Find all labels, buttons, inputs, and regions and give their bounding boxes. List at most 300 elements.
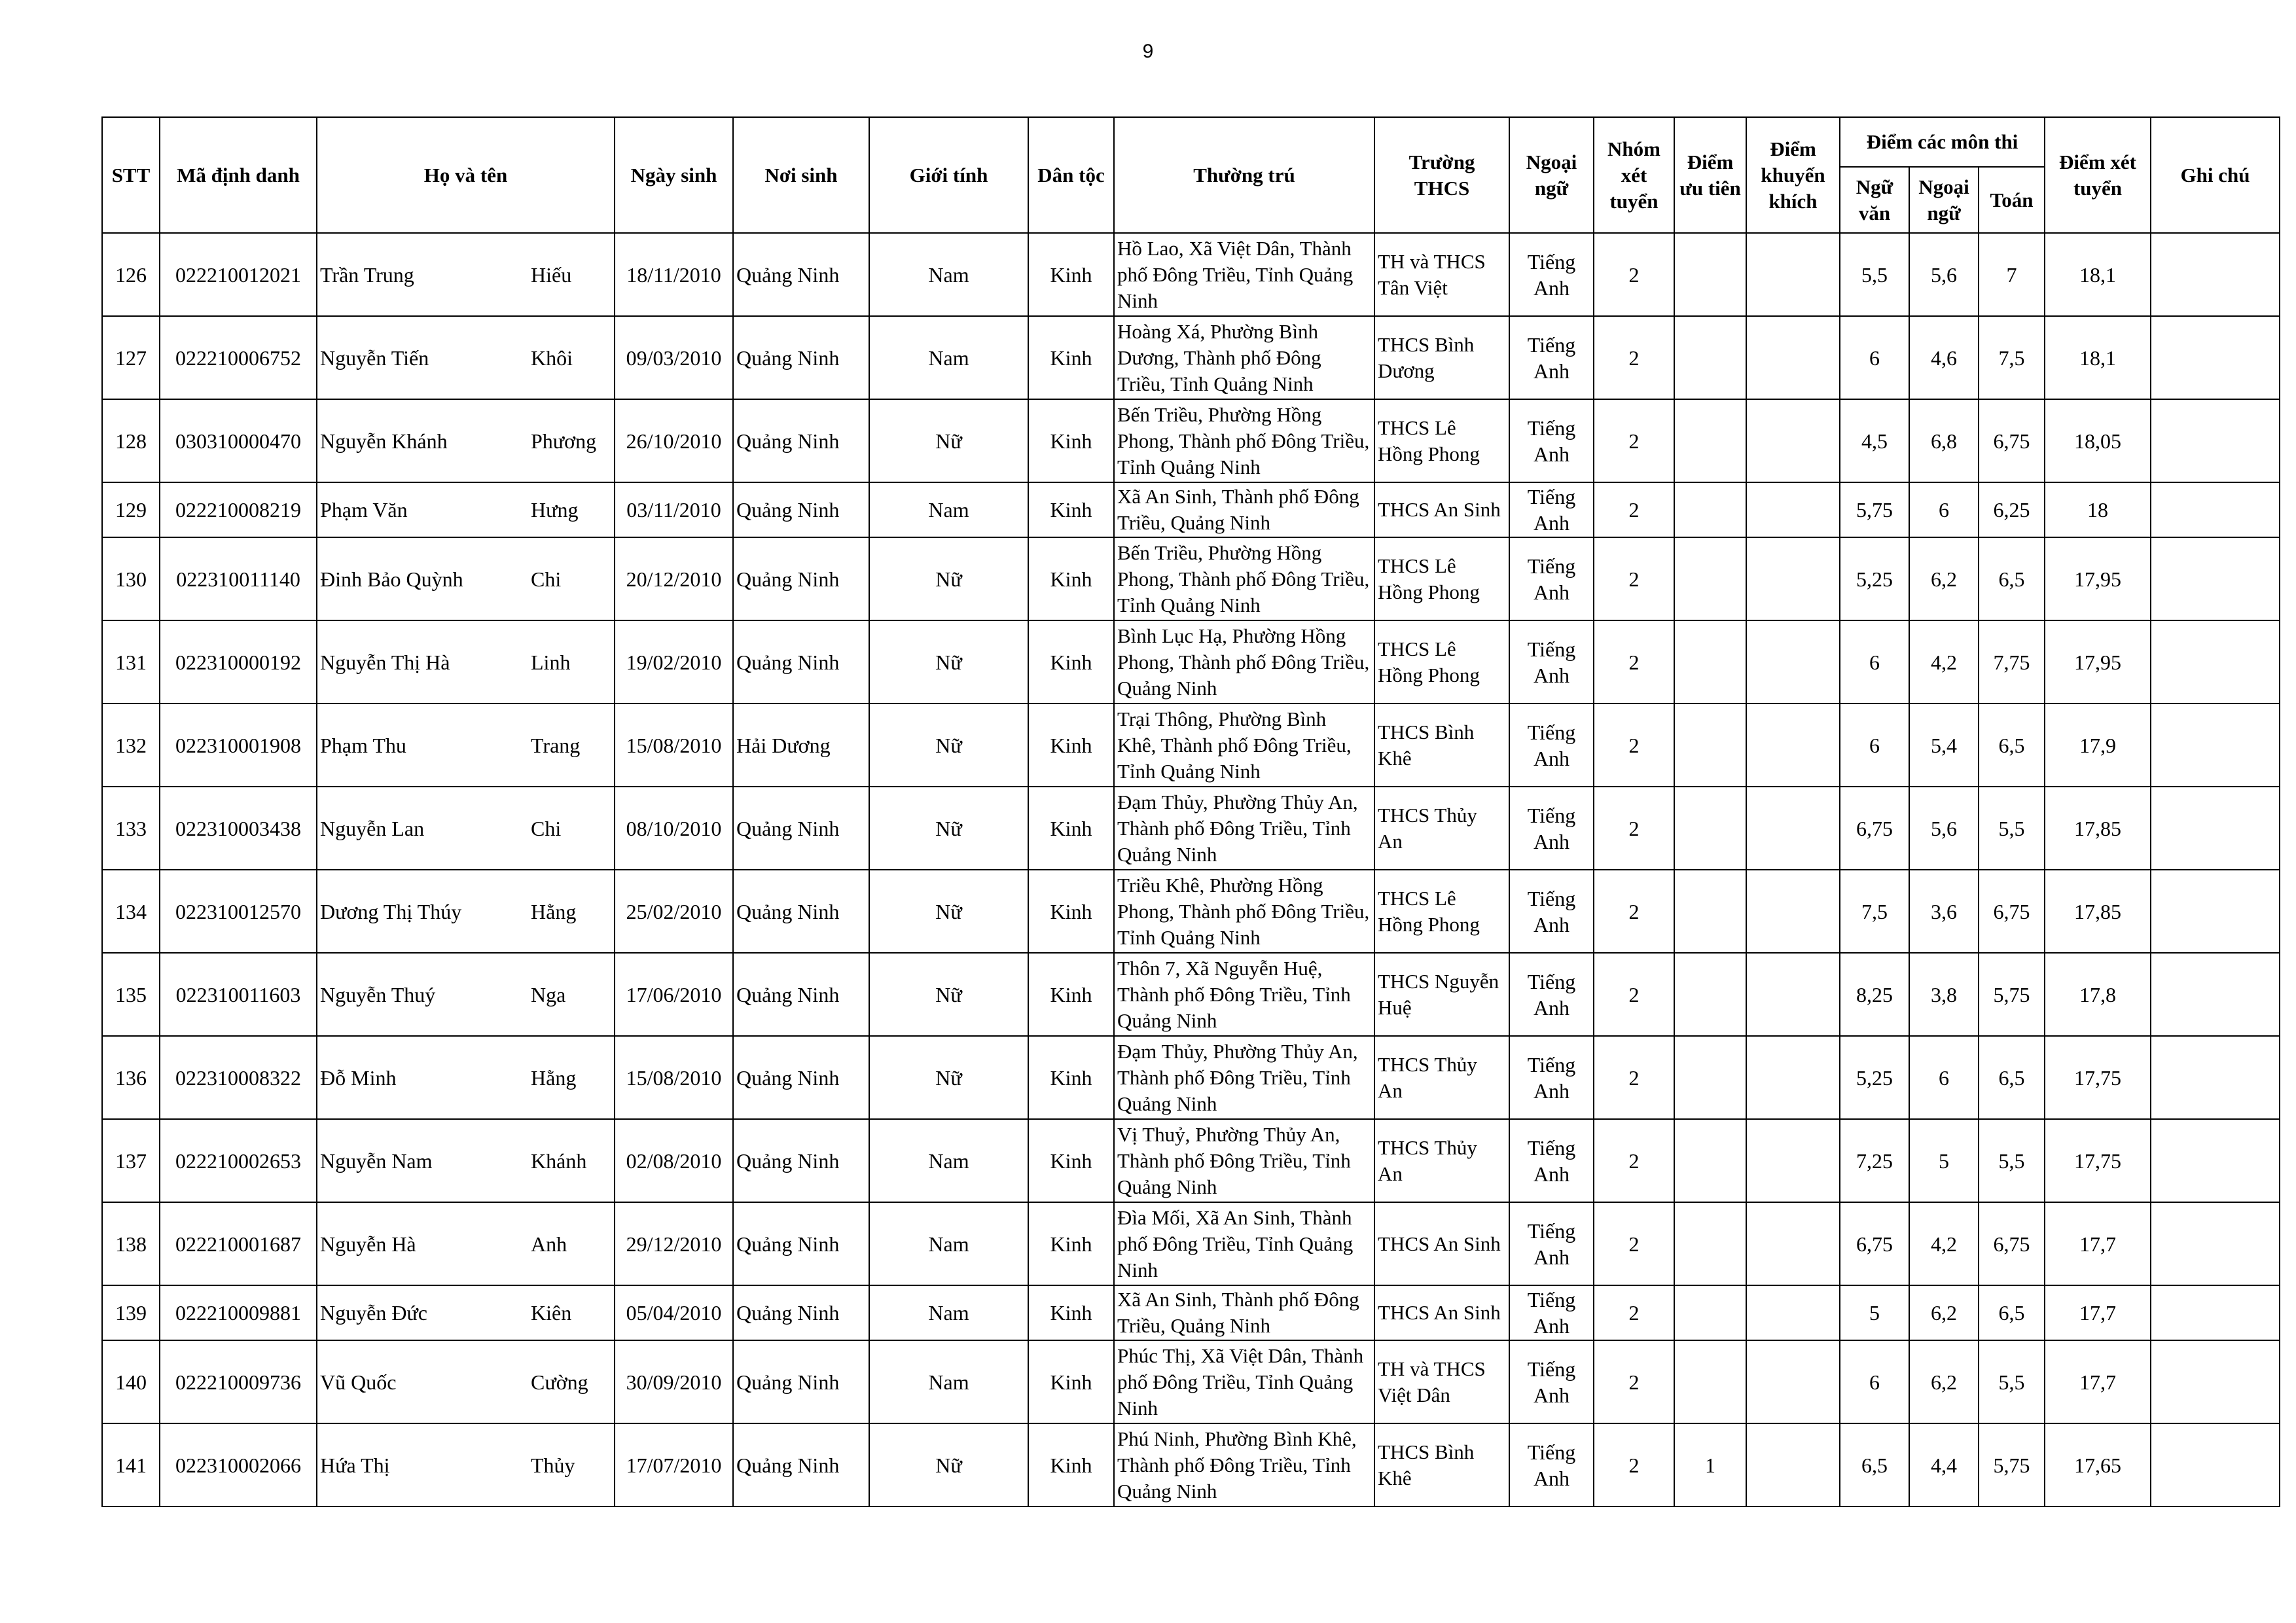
total-score-cell: 17,7 (2045, 1202, 2151, 1285)
birthplace-cell: Hải Dương (733, 704, 869, 787)
bonus-cell (1746, 399, 1840, 482)
language-cell: Tiếng Anh (1509, 620, 1594, 704)
id-cell: 022210002653 (160, 1119, 317, 1202)
header-address: Thường trú (1114, 117, 1374, 233)
language-cell: Tiếng Anh (1509, 1285, 1594, 1340)
surname-cell: Nguyễn Tiến (317, 316, 529, 399)
given-name-cell: Anh (529, 1202, 615, 1285)
header-birthplace: Nơi sinh (733, 117, 869, 233)
birthplace-cell: Quảng Ninh (733, 1340, 869, 1423)
bonus-cell (1746, 1423, 1840, 1507)
birthplace-cell: Quảng Ninh (733, 399, 869, 482)
given-name-cell: Linh (529, 620, 615, 704)
total-score-cell: 18,1 (2045, 316, 2151, 399)
priority-cell (1674, 233, 1746, 316)
birthplace-cell: Quảng Ninh (733, 1036, 869, 1119)
id-cell: 022310012570 (160, 870, 317, 953)
stt-cell: 130 (102, 537, 160, 620)
header-bonus: Điểm khuyến khích (1746, 117, 1840, 233)
language-cell: Tiếng Anh (1509, 870, 1594, 953)
address-cell: Phúc Thị, Xã Việt Dân, Thành phố Đông Triều, Tỉnh Quảng Ninh (1114, 1340, 1374, 1423)
foreign-language-score-cell: 4,2 (1909, 620, 1979, 704)
address-cell: Phú Ninh, Phường Bình Khê, Thành phố Đông Triều, Tỉnh Quảng Ninh (1114, 1423, 1374, 1507)
birthplace-cell: Quảng Ninh (733, 787, 869, 870)
table-row (102, 953, 2280, 1036)
math-score-cell: 7 (1979, 233, 2045, 316)
ethnicity-cell: Kinh (1028, 870, 1114, 953)
gender-cell: Nam (869, 482, 1028, 537)
note-cell (2151, 1285, 2280, 1340)
birthplace-cell: Quảng Ninh (733, 1423, 869, 1507)
school-cell: THCS Lê Hồng Phong (1374, 537, 1509, 620)
total-score-cell: 17,9 (2045, 704, 2151, 787)
birthplace-cell: Quảng Ninh (733, 482, 869, 537)
note-cell (2151, 537, 2280, 620)
foreign-language-score-cell: 5,4 (1909, 704, 1979, 787)
given-name-cell: Cường (529, 1340, 615, 1423)
math-score-cell: 6,25 (1979, 482, 2045, 537)
math-score-cell: 7,5 (1979, 316, 2045, 399)
literature-score-cell: 5,25 (1840, 537, 1909, 620)
literature-score-cell: 6 (1840, 704, 1909, 787)
math-score-cell: 6,5 (1979, 537, 2045, 620)
birthplace-cell: Quảng Ninh (733, 537, 869, 620)
school-cell: THCS An Sinh (1374, 1202, 1509, 1285)
ethnicity-cell: Kinh (1028, 1202, 1114, 1285)
id-cell: 030310000470 (160, 399, 317, 482)
literature-score-cell: 6,75 (1840, 787, 1909, 870)
group-cell: 2 (1594, 704, 1674, 787)
total-score-cell: 17,85 (2045, 870, 2151, 953)
priority-cell (1674, 399, 1746, 482)
priority-cell (1674, 620, 1746, 704)
bonus-cell (1746, 233, 1840, 316)
total-score-cell: 18,1 (2045, 233, 2151, 316)
bonus-cell (1746, 537, 1840, 620)
language-cell: Tiếng Anh (1509, 953, 1594, 1036)
dob-cell: 17/07/2010 (615, 1423, 733, 1507)
given-name-cell: Hằng (529, 1036, 615, 1119)
header-row (102, 117, 2280, 167)
math-score-cell: 5,5 (1979, 787, 2045, 870)
math-score-cell: 7,75 (1979, 620, 2045, 704)
school-cell: THCS Bình Khê (1374, 704, 1509, 787)
address-cell: Hoàng Xá, Phường Bình Dương, Thành phố Đông Triều, Tỉnh Quảng Ninh (1114, 316, 1374, 399)
literature-score-cell: 5,5 (1840, 233, 1909, 316)
ethnicity-cell: Kinh (1028, 704, 1114, 787)
surname-cell: Hứa Thị (317, 1423, 529, 1507)
stt-cell: 138 (102, 1202, 160, 1285)
header-group: Nhóm xét tuyển (1594, 117, 1674, 233)
foreign-language-score-cell: 5 (1909, 1119, 1979, 1202)
math-score-cell: 6,5 (1979, 1285, 2045, 1340)
math-score-cell: 5,5 (1979, 1340, 2045, 1423)
foreign-language-score-cell: 6,2 (1909, 537, 1979, 620)
table-row (102, 1340, 2280, 1423)
foreign-language-score-cell: 5,6 (1909, 787, 1979, 870)
note-cell (2151, 316, 2280, 399)
note-cell (2151, 1340, 2280, 1423)
dob-cell: 26/10/2010 (615, 399, 733, 482)
priority-cell (1674, 1340, 1746, 1423)
dob-cell: 15/08/2010 (615, 1036, 733, 1119)
note-cell (2151, 1036, 2280, 1119)
school-cell: THCS Thủy An (1374, 1119, 1509, 1202)
group-cell: 2 (1594, 953, 1674, 1036)
header-id: Mã định danh (160, 117, 317, 233)
address-cell: Trại Thông, Phường Bình Khê, Thành phố Đông Triều, Tỉnh Quảng Ninh (1114, 704, 1374, 787)
surname-cell: Dương Thị Thúy (317, 870, 529, 953)
table-row (102, 787, 2280, 870)
foreign-language-score-cell: 4,4 (1909, 1423, 1979, 1507)
math-score-cell: 6,5 (1979, 704, 2045, 787)
note-cell (2151, 1202, 2280, 1285)
table-row (102, 537, 2280, 620)
surname-cell: Nguyễn Hà (317, 1202, 529, 1285)
language-cell: Tiếng Anh (1509, 787, 1594, 870)
foreign-language-score-cell: 6,2 (1909, 1285, 1979, 1340)
foreign-language-score-cell: 6 (1909, 482, 1979, 537)
group-cell: 2 (1594, 482, 1674, 537)
gender-cell: Nữ (869, 537, 1028, 620)
dob-cell: 03/11/2010 (615, 482, 733, 537)
foreign-language-score-cell: 4,2 (1909, 1202, 1979, 1285)
group-cell: 2 (1594, 1340, 1674, 1423)
stt-cell: 133 (102, 787, 160, 870)
given-name-cell: Chi (529, 537, 615, 620)
gender-cell: Nữ (869, 953, 1028, 1036)
given-name-cell: Nga (529, 953, 615, 1036)
dob-cell: 02/08/2010 (615, 1119, 733, 1202)
dob-cell: 30/09/2010 (615, 1340, 733, 1423)
group-cell: 2 (1594, 316, 1674, 399)
math-score-cell: 6,5 (1979, 1036, 2045, 1119)
page-number: 9 (1142, 41, 1154, 62)
id-cell: 022210001687 (160, 1202, 317, 1285)
literature-score-cell: 5,75 (1840, 482, 1909, 537)
surname-cell: Nguyễn Thuý (317, 953, 529, 1036)
foreign-language-score-cell: 3,6 (1909, 870, 1979, 953)
address-cell: Bình Lục Hạ, Phường Hồng Phong, Thành phố Đông Triều, Quảng Ninh (1114, 620, 1374, 704)
stt-cell: 141 (102, 1423, 160, 1507)
id-cell: 022210012021 (160, 233, 317, 316)
stt-cell: 129 (102, 482, 160, 537)
table-row (102, 316, 2280, 399)
stt-cell: 126 (102, 233, 160, 316)
group-cell: 2 (1594, 1202, 1674, 1285)
language-cell: Tiếng Anh (1509, 1036, 1594, 1119)
header-stt: STT (102, 117, 160, 233)
dob-cell: 29/12/2010 (615, 1202, 733, 1285)
foreign-language-score-cell: 6,8 (1909, 399, 1979, 482)
priority-cell (1674, 1036, 1746, 1119)
literature-score-cell: 5 (1840, 1285, 1909, 1340)
dob-cell: 17/06/2010 (615, 953, 733, 1036)
address-cell: Thôn 7, Xã Nguyễn Huệ, Thành phố Đông Triều, Tỉnh Quảng Ninh (1114, 953, 1374, 1036)
literature-score-cell: 7,5 (1840, 870, 1909, 953)
table-row (102, 620, 2280, 704)
ethnicity-cell: Kinh (1028, 233, 1114, 316)
header-exam-scores: Điểm các môn thi (1840, 117, 2045, 167)
gender-cell: Nam (869, 1285, 1028, 1340)
surname-cell: Phạm Văn (317, 482, 529, 537)
table-row (102, 233, 2280, 316)
gender-cell: Nữ (869, 620, 1028, 704)
priority-cell (1674, 1202, 1746, 1285)
surname-cell: Nguyễn Nam (317, 1119, 529, 1202)
header-ethnicity: Dân tộc (1028, 117, 1114, 233)
given-name-cell: Kiên (529, 1285, 615, 1340)
note-cell (2151, 399, 2280, 482)
stt-cell: 128 (102, 399, 160, 482)
total-score-cell: 17,75 (2045, 1119, 2151, 1202)
total-score-cell: 17,7 (2045, 1285, 2151, 1340)
school-cell: THCS Bình Khê (1374, 1423, 1509, 1507)
priority-cell (1674, 316, 1746, 399)
surname-cell: Trần Trung (317, 233, 529, 316)
group-cell: 2 (1594, 870, 1674, 953)
ethnicity-cell: Kinh (1028, 1340, 1114, 1423)
math-score-cell: 6,75 (1979, 870, 2045, 953)
id-cell: 022210006752 (160, 316, 317, 399)
birthplace-cell: Quảng Ninh (733, 316, 869, 399)
school-cell: THCS Nguyễn Huệ (1374, 953, 1509, 1036)
table-row (102, 870, 2280, 953)
bonus-cell (1746, 1036, 1840, 1119)
school-cell: THCS Thủy An (1374, 787, 1509, 870)
literature-score-cell: 6,5 (1840, 1423, 1909, 1507)
foreign-language-score-cell: 4,6 (1909, 316, 1979, 399)
table-row (102, 1036, 2280, 1119)
language-cell: Tiếng Anh (1509, 316, 1594, 399)
table-row (102, 1119, 2280, 1202)
header-note: Ghi chú (2151, 117, 2280, 233)
birthplace-cell: Quảng Ninh (733, 870, 869, 953)
school-cell: THCS Bình Dương (1374, 316, 1509, 399)
surname-cell: Nguyễn Đức (317, 1285, 529, 1340)
literature-score-cell: 6,75 (1840, 1202, 1909, 1285)
language-cell: Tiếng Anh (1509, 1202, 1594, 1285)
gender-cell: Nam (869, 316, 1028, 399)
stt-cell: 131 (102, 620, 160, 704)
table-row (102, 704, 2280, 787)
table-row (102, 399, 2280, 482)
header-total: Điểm xét tuyển (2045, 117, 2151, 233)
school-cell: THCS Lê Hồng Phong (1374, 620, 1509, 704)
bonus-cell (1746, 1340, 1840, 1423)
given-name-cell: Trang (529, 704, 615, 787)
ethnicity-cell: Kinh (1028, 399, 1114, 482)
id-cell: 022310001908 (160, 704, 317, 787)
birthplace-cell: Quảng Ninh (733, 233, 869, 316)
foreign-language-score-cell: 5,6 (1909, 233, 1979, 316)
surname-cell: Nguyễn Khánh (317, 399, 529, 482)
ethnicity-cell: Kinh (1028, 1036, 1114, 1119)
group-cell: 2 (1594, 399, 1674, 482)
literature-score-cell: 6 (1840, 1340, 1909, 1423)
surname-cell: Phạm Thu (317, 704, 529, 787)
address-cell: Bến Triều, Phường Hồng Phong, Thành phố Đông Triều, Tỉnh Quảng Ninh (1114, 399, 1374, 482)
gender-cell: Nam (869, 1340, 1028, 1423)
stt-cell: 135 (102, 953, 160, 1036)
total-score-cell: 18 (2045, 482, 2151, 537)
ethnicity-cell: Kinh (1028, 620, 1114, 704)
language-cell: Tiếng Anh (1509, 233, 1594, 316)
stt-cell: 127 (102, 316, 160, 399)
gender-cell: Nữ (869, 1036, 1028, 1119)
priority-cell (1674, 787, 1746, 870)
header-gender: Giới tính (869, 117, 1028, 233)
stt-cell: 136 (102, 1036, 160, 1119)
school-cell: TH và THCS Tân Việt (1374, 233, 1509, 316)
group-cell: 2 (1594, 1036, 1674, 1119)
surname-cell: Đỗ Minh (317, 1036, 529, 1119)
ethnicity-cell: Kinh (1028, 482, 1114, 537)
total-score-cell: 17,95 (2045, 537, 2151, 620)
header-dob: Ngày sinh (615, 117, 733, 233)
header-foreign-language-score: Ngoại ngữ (1909, 167, 1979, 233)
gender-cell: Nam (869, 233, 1028, 316)
given-name-cell: Chi (529, 787, 615, 870)
bonus-cell (1746, 1285, 1840, 1340)
address-cell: Bến Triều, Phường Hồng Phong, Thành phố Đông Triều, Tỉnh Quảng Ninh (1114, 537, 1374, 620)
dob-cell: 15/08/2010 (615, 704, 733, 787)
priority-cell (1674, 870, 1746, 953)
literature-score-cell: 4,5 (1840, 399, 1909, 482)
total-score-cell: 17,65 (2045, 1423, 2151, 1507)
header-literature: Ngữ văn (1840, 167, 1909, 233)
language-cell: Tiếng Anh (1509, 1340, 1594, 1423)
note-cell (2151, 787, 2280, 870)
surname-cell: Nguyễn Lan (317, 787, 529, 870)
birthplace-cell: Quảng Ninh (733, 1119, 869, 1202)
bonus-cell (1746, 620, 1840, 704)
surname-cell: Nguyễn Thị Hà (317, 620, 529, 704)
priority-cell (1674, 1285, 1746, 1340)
id-cell: 022210008219 (160, 482, 317, 537)
header-full-name: Họ và tên (317, 117, 615, 233)
bonus-cell (1746, 870, 1840, 953)
math-score-cell: 5,75 (1979, 1423, 2045, 1507)
ethnicity-cell: Kinh (1028, 953, 1114, 1036)
note-cell (2151, 233, 2280, 316)
math-score-cell: 5,75 (1979, 953, 2045, 1036)
literature-score-cell: 6 (1840, 620, 1909, 704)
id-cell: 022210009881 (160, 1285, 317, 1340)
total-score-cell: 17,7 (2045, 1340, 2151, 1423)
literature-score-cell: 8,25 (1840, 953, 1909, 1036)
dob-cell: 08/10/2010 (615, 787, 733, 870)
ethnicity-cell: Kinh (1028, 316, 1114, 399)
given-name-cell: Phương (529, 399, 615, 482)
table-row (102, 1202, 2280, 1285)
table-row (102, 1285, 2280, 1340)
ethnicity-cell: Kinh (1028, 537, 1114, 620)
gender-cell: Nam (869, 1119, 1028, 1202)
literature-score-cell: 5,25 (1840, 1036, 1909, 1119)
foreign-language-score-cell: 6 (1909, 1036, 1979, 1119)
dob-cell: 19/02/2010 (615, 620, 733, 704)
ethnicity-cell: Kinh (1028, 1285, 1114, 1340)
note-cell (2151, 620, 2280, 704)
dob-cell: 09/03/2010 (615, 316, 733, 399)
group-cell: 2 (1594, 787, 1674, 870)
group-cell: 2 (1594, 537, 1674, 620)
school-cell: THCS An Sinh (1374, 482, 1509, 537)
address-cell: Xã An Sinh, Thành phố Đông Triều, Quảng Ninh (1114, 482, 1374, 537)
birthplace-cell: Quảng Ninh (733, 620, 869, 704)
given-name-cell: Hằng (529, 870, 615, 953)
id-cell: 022310002066 (160, 1423, 317, 1507)
address-cell: Vị Thuỷ, Phường Thủy An, Thành phố Đông Triều, Tỉnh Quảng Ninh (1114, 1119, 1374, 1202)
id-cell: 022310011603 (160, 953, 317, 1036)
group-cell: 2 (1594, 1285, 1674, 1340)
priority-cell (1674, 953, 1746, 1036)
math-score-cell: 5,5 (1979, 1119, 2045, 1202)
id-cell: 022210009736 (160, 1340, 317, 1423)
note-cell (2151, 953, 2280, 1036)
address-cell: Xã An Sinh, Thành phố Đông Triều, Quảng Ninh (1114, 1285, 1374, 1340)
dob-cell: 18/11/2010 (615, 233, 733, 316)
total-score-cell: 18,05 (2045, 399, 2151, 482)
address-cell: Đìa Mối, Xã An Sinh, Thành phố Đông Triều, Tỉnh Quảng Ninh (1114, 1202, 1374, 1285)
note-cell (2151, 704, 2280, 787)
header-priority: Điểm ưu tiên (1674, 117, 1746, 233)
total-score-cell: 17,95 (2045, 620, 2151, 704)
given-name-cell: Thủy (529, 1423, 615, 1507)
gender-cell: Nữ (869, 870, 1028, 953)
header-math: Toán (1979, 167, 2045, 233)
stt-cell: 139 (102, 1285, 160, 1340)
group-cell: 2 (1594, 233, 1674, 316)
group-cell: 2 (1594, 620, 1674, 704)
header-language: Ngoại ngữ (1509, 117, 1594, 233)
given-name-cell: Khánh (529, 1119, 615, 1202)
id-cell: 022310000192 (160, 620, 317, 704)
gender-cell: Nữ (869, 399, 1028, 482)
stt-cell: 137 (102, 1119, 160, 1202)
address-cell: Triều Khê, Phường Hồng Phong, Thành phố Đông Triều, Tỉnh Quảng Ninh (1114, 870, 1374, 953)
math-score-cell: 6,75 (1979, 1202, 2045, 1285)
group-cell: 2 (1594, 1423, 1674, 1507)
literature-score-cell: 7,25 (1840, 1119, 1909, 1202)
ethnicity-cell: Kinh (1028, 1423, 1114, 1507)
language-cell: Tiếng Anh (1509, 1423, 1594, 1507)
school-cell: THCS Thủy An (1374, 1036, 1509, 1119)
gender-cell: Nữ (869, 704, 1028, 787)
bonus-cell (1746, 787, 1840, 870)
school-cell: THCS An Sinh (1374, 1285, 1509, 1340)
language-cell: Tiếng Anh (1509, 704, 1594, 787)
gender-cell: Nữ (869, 787, 1028, 870)
note-cell (2151, 870, 2280, 953)
language-cell: Tiếng Anh (1509, 399, 1594, 482)
birthplace-cell: Quảng Ninh (733, 1285, 869, 1340)
language-cell: Tiếng Anh (1509, 537, 1594, 620)
gender-cell: Nữ (869, 1423, 1028, 1507)
total-score-cell: 17,8 (2045, 953, 2151, 1036)
given-name-cell: Khôi (529, 316, 615, 399)
given-name-cell: Hiếu (529, 233, 615, 316)
table-row (102, 1423, 2280, 1507)
bonus-cell (1746, 1202, 1840, 1285)
table-row (102, 482, 2280, 537)
language-cell: Tiếng Anh (1509, 482, 1594, 537)
school-cell: THCS Lê Hồng Phong (1374, 870, 1509, 953)
ethnicity-cell: Kinh (1028, 787, 1114, 870)
total-score-cell: 17,75 (2045, 1036, 2151, 1119)
priority-cell (1674, 482, 1746, 537)
